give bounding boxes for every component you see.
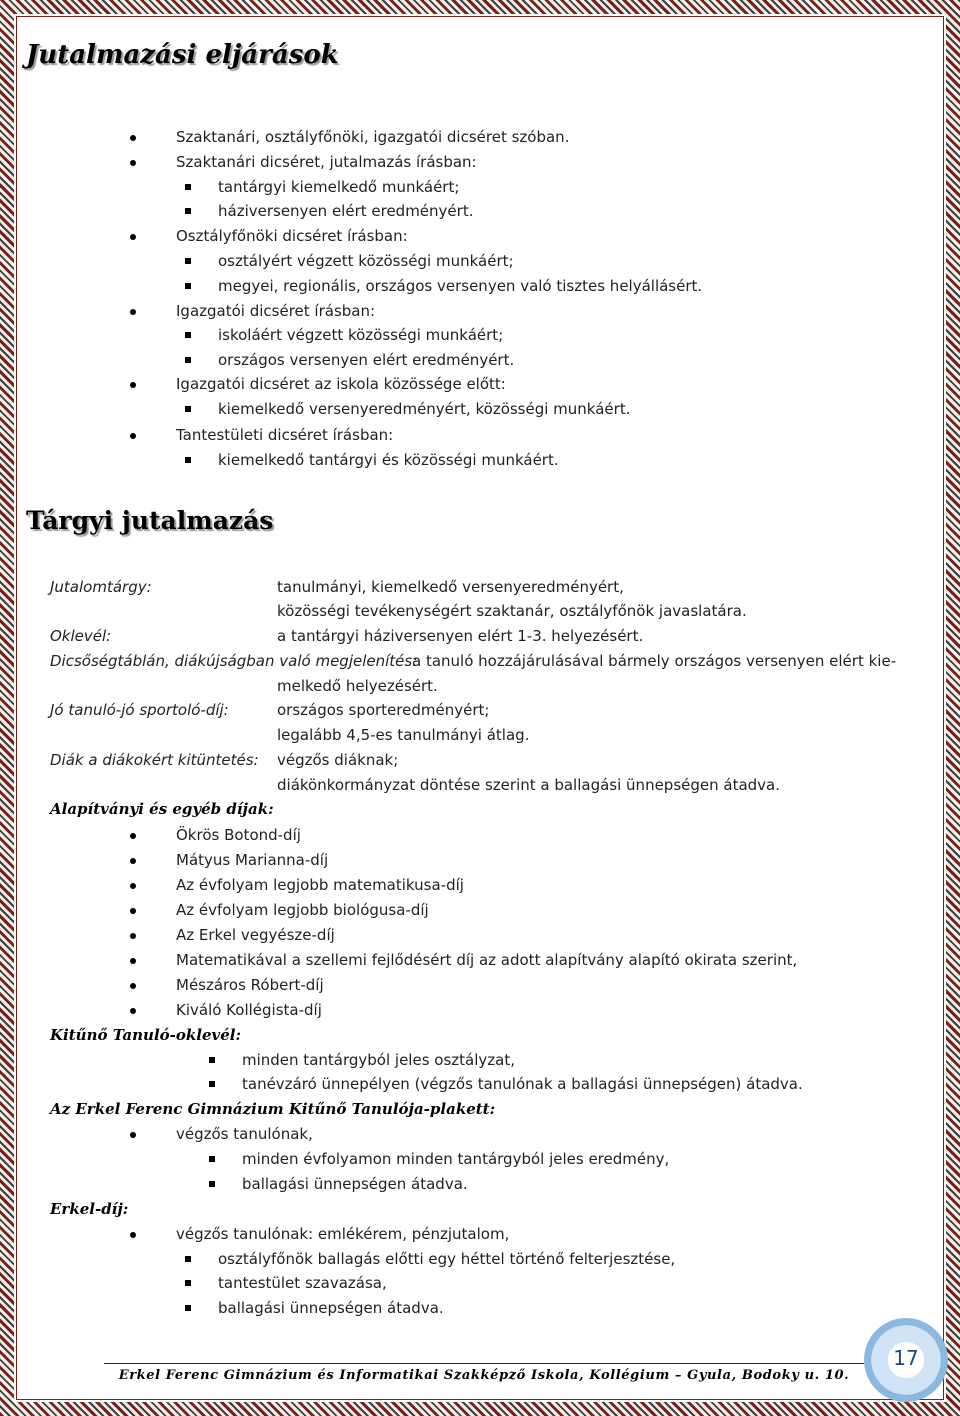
oklevel-label: Oklevél: bbox=[50, 627, 112, 645]
list-item: Tantestületi dicséret írásban: bbox=[176, 426, 394, 444]
list-item: Igazgatói dicséret az iskola közössége előtt: bbox=[176, 375, 506, 393]
list-item: Ökrös Botond-díj bbox=[176, 826, 301, 844]
list-subitem: ballagási ünnepségen átadva. bbox=[242, 1175, 468, 1193]
list-item: Az évfolyam legjobb matematikusa-díj bbox=[176, 876, 464, 894]
list-item: Matematikával a szellemi fejlődésért díj az adott alapítvány alapító okirata szerint, bbox=[176, 951, 798, 969]
page-number: 17 bbox=[893, 1346, 919, 1370]
diak-text-1: végzős diáknak; bbox=[277, 751, 399, 769]
oklevel-text: a tantárgyi háziversenyen elért 1-3. helyezésért. bbox=[277, 627, 644, 645]
list-item: végzős tanulónak, bbox=[176, 1125, 313, 1143]
list-subitem: osztályfőnök ballagás előtti egy héttel történő felterjesztése, bbox=[218, 1250, 676, 1268]
list-subitem: országos versenyen elért eredményért. bbox=[218, 351, 515, 369]
list-subitem: tantestület szavazása, bbox=[218, 1274, 387, 1292]
list-item: Osztályfőnöki dicséret írásban: bbox=[176, 227, 408, 245]
list-item: Igazgatói dicséret írásban: bbox=[176, 302, 376, 320]
footer-rule bbox=[104, 1363, 864, 1364]
section-title-targyi: Tárgyi jutalmazás bbox=[26, 506, 274, 535]
alapitvanyi-heading: Alapítványi és egyéb díjak: bbox=[50, 800, 274, 818]
jutalomtargy-text-1: tanulmányi, kiemelkedő versenyeredményért, bbox=[277, 578, 624, 596]
list-item: Szaktanári dicséret, jutalmazás írásban: bbox=[176, 153, 477, 171]
jo-tanulo-label: Jó tanuló-jó sportoló-díj: bbox=[50, 701, 229, 719]
list-item: Mátyus Marianna-díj bbox=[176, 851, 329, 869]
jo-tanulo-text-2: legalább 4,5-es tanulmányi átlag. bbox=[277, 726, 530, 744]
page-number-badge bbox=[864, 1318, 948, 1402]
list-item: végzős tanulónak: emlékérem, pénzjutalom, bbox=[176, 1225, 510, 1243]
diak-text-2: diákönkormányzat döntése szerint a ballagási ünnepségen átadva. bbox=[277, 776, 781, 794]
list-subitem: tantárgyi kiemelkedő munkáért; bbox=[218, 178, 460, 196]
list-item: Kiváló Kollégista-díj bbox=[176, 1001, 322, 1019]
dicsoseg-text-2: melkedő helyezésért. bbox=[277, 677, 438, 695]
list-subitem: háziversenyen elért eredményért. bbox=[218, 202, 474, 220]
list-item: Mészáros Róbert-díj bbox=[176, 976, 324, 994]
dicsoseg-text-1: a tanuló hozzájárulásával bármely országos versenyen elért kie- bbox=[412, 652, 897, 670]
list-item: Az évfolyam legjobb biológusa-díj bbox=[176, 901, 429, 919]
list-subitem: megyei, regionális, országos versenyen való tisztes helyállásért. bbox=[218, 277, 703, 295]
plakett-heading: Az Erkel Ferenc Gimnázium Kitűnő Tanulója-plakett: bbox=[50, 1100, 496, 1118]
diak-label: Diák a diákokért kitüntetés: bbox=[50, 751, 259, 769]
list-item: Az Erkel vegyésze-díj bbox=[176, 926, 335, 944]
list-subitem: tanévzáró ünnepélyen (végzős tanulónak a ballagási ünnepségen) átadva. bbox=[242, 1075, 803, 1093]
list-subitem: kiemelkedő tantárgyi és közösségi munkáért. bbox=[218, 451, 559, 469]
jo-tanulo-text-1: országos sporteredményért; bbox=[277, 701, 490, 719]
list-item: Szaktanári, osztályfőnöki, igazgatói dicséret szóban. bbox=[176, 128, 570, 146]
jutalomtargy-label: Jutalomtárgy: bbox=[50, 578, 152, 596]
kituno-heading: Kitűnő Tanuló-oklevél: bbox=[50, 1026, 242, 1044]
footer-text: Erkel Ferenc Gimnázium és Informatikai Szakképző Iskola, Kollégium – Gyula, Bodoky u. 10. bbox=[118, 1368, 850, 1383]
list-subitem: osztályért végzett közösségi munkáért; bbox=[218, 252, 514, 270]
list-subitem: minden évfolyamon minden tantárgyból jeles eredmény, bbox=[242, 1150, 670, 1168]
dicsoseg-label: Dicsőségtáblán, diákújságban való megjelenítés: bbox=[50, 652, 418, 670]
section-title-jutalmazasi: Jutalmazási eljárások bbox=[26, 40, 339, 70]
jutalomtargy-text-2: közösségi tevékenységért szaktanár, osztályfőnök javaslatára. bbox=[277, 602, 747, 620]
list-subitem: minden tantárgyból jeles osztályzat, bbox=[242, 1051, 515, 1069]
list-subitem: ballagási ünnepségen átadva. bbox=[218, 1299, 444, 1317]
list-subitem: kiemelkedő versenyeredményért, közösségi munkáért. bbox=[218, 400, 631, 418]
list-subitem: iskoláért végzett közösségi munkáért; bbox=[218, 326, 504, 344]
erkel-heading: Erkel-díj: bbox=[50, 1200, 129, 1218]
